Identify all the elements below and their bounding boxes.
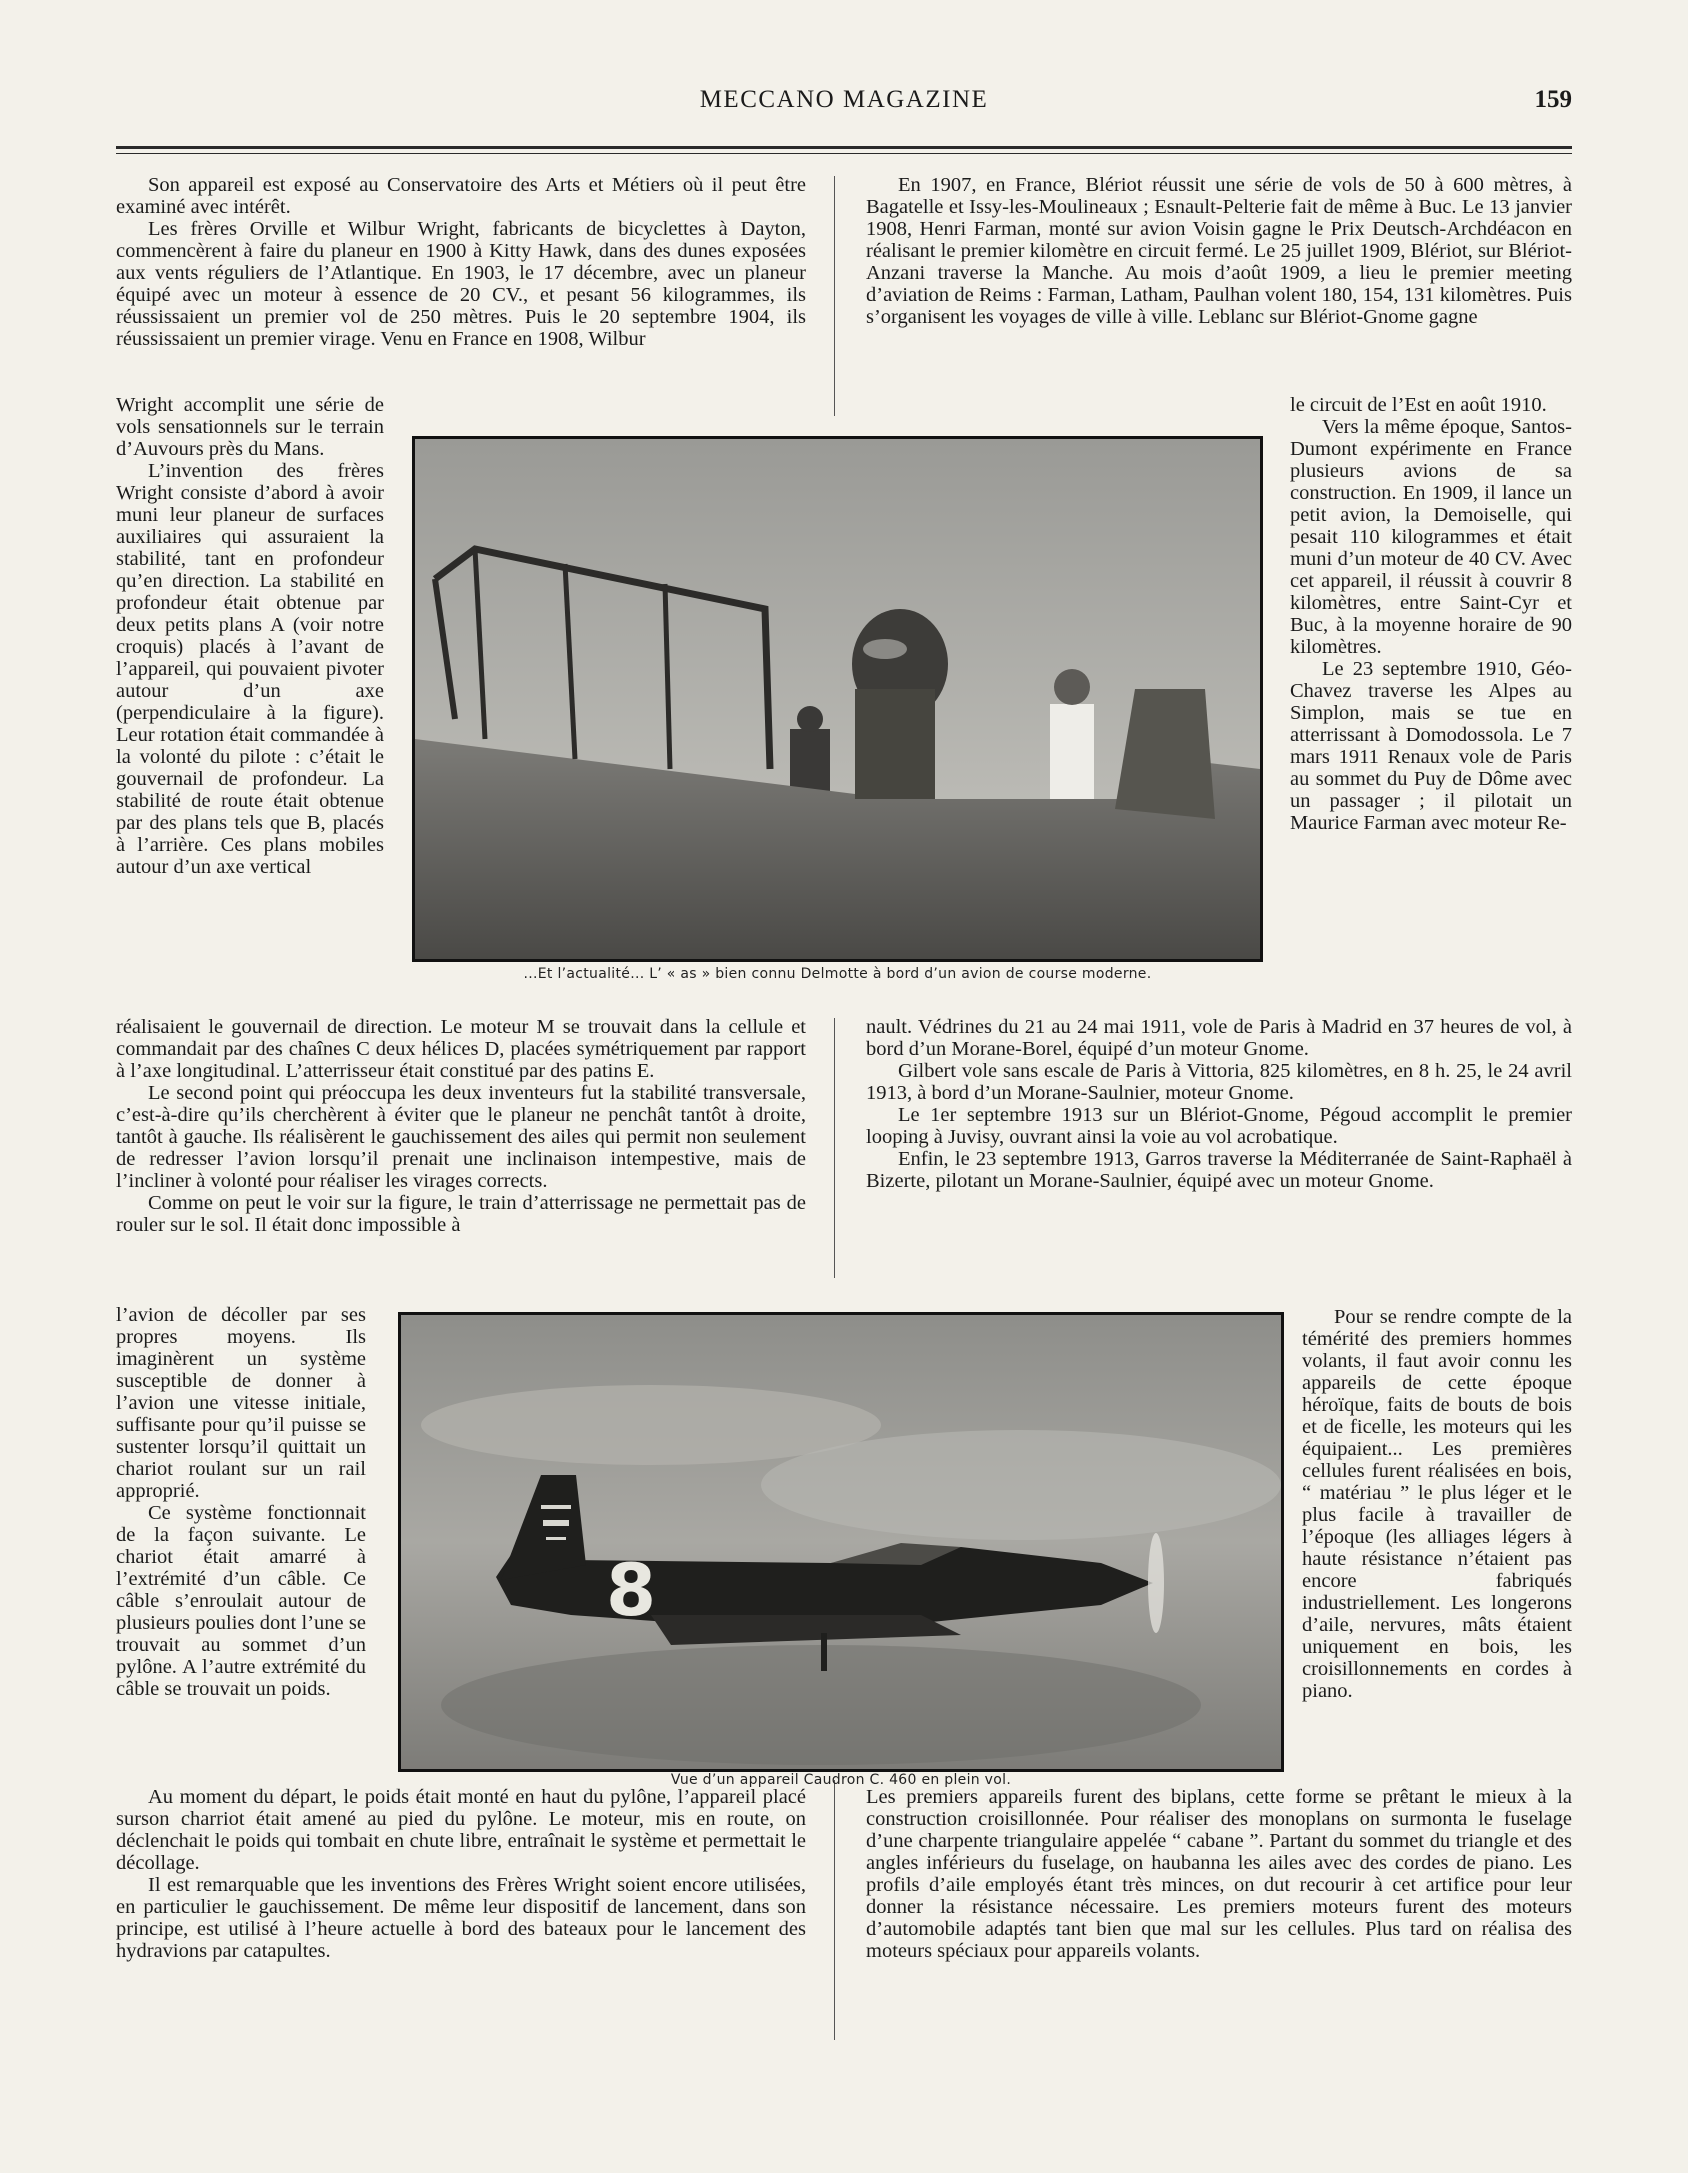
paragraph: l’avion de décoller par ses propres moyens. Ils imaginèrent un système susceptible de donner à l’avion une vitesse initiale, suffisante pour qu’il puisse se sustenter lorsqu’il quittait un chariot roulant sur un rail approprié.	[116, 1304, 366, 1502]
left-narrow-1	[116, 394, 384, 878]
page-number: 159	[1534, 86, 1572, 113]
paragraph: Vers la même époque, Santos-Dumont expérimente en France plusieurs avions de sa construction. En 1909, il lance un petit avion, la Demoiselle, qui pesait 110 kilogrammes et était muni d’un moteur de 40 CV. Avec cet appareil, il réussit à couvrir 8 kilomètres, entre Saint-Cyr et Buc, à la moyenne horaire de 90 kilomètres.	[1290, 416, 1572, 658]
photo-caption-top: ...Et l’actualité... L’ « as » bien connu Delmotte à bord d’un avion de course moderne.	[523, 966, 1152, 982]
column-divider	[834, 1018, 835, 1278]
paragraph: Les frères Orville et Wilbur Wright, fabricants de bicyclettes à Dayton, commencèrent à faire du planeur en 1900 à Kitty Hawk, dans des dunes exposées aux vents réguliers de l’Atlantique. En 1903, le 17 décembre, avec un planeur équipé avec un moteur à essence de 20 CV., et pesant 56 kilogrammes, ils réussissaient un premier vol de 250 mètres. Puis le 20 septembre 1904, ils réussissaient un premier virage. Venu en France en 1908, Wilbur	[116, 218, 806, 350]
paragraph: Le 1er septembre 1913 sur un Blériot-Gnome, Pégoud accomplit le premier looping à Juvisy, ouvrant ainsi la voie au vol acrobatique.	[866, 1104, 1572, 1148]
photo-pilot-image	[415, 439, 1260, 959]
paragraph: Son appareil est exposé au Conservatoire des Arts et Métiers où il peut être examiné avec intérêt.	[116, 174, 806, 218]
paragraph: Il est remarquable que les inventions des Frères Wright soient encore utilisées, en particulier le gauchissement. De même leur dispositif de lancement, dans son principe, est utilisé à l’heure actuelle à bord des bateaux pour le lancement des hydravions par catapultes.	[116, 1874, 806, 1962]
paragraph: nault. Védrines du 21 au 24 mai 1911, vole de Paris à Madrid en 37 heures de vol, à bord d’un Morane-Borel, équipé d’un moteur Gnome.	[866, 1016, 1572, 1060]
paragraph: Le 23 septembre 1910, Géo-Chavez traverse les Alpes au Simplon, mais se tue en atterrissant à Domodossola. Le 7 mars 1911 Renaux vole de Paris au sommet du Puy de Dôme avec un passager ; il pilotait un Maurice Farman avec moteur Re-	[1290, 658, 1572, 834]
paragraph: En 1907, en France, Blériot réussit une série de vols de 50 à 600 mètres, à Bagatelle et Issy-les-Moulineaux ; Esnault-Pelterie fait de même à Buc. Le 13 janvier 1908, Henri Farman, monté sur avion Voisin gagne le Prix Deutsch-Archdéacon en réalisant le premier kilomètre en circuit fermé. Le 25 juillet 1909, Blériot, sur Blériot-Anzani traverse la Manche. Au mois d’août 1909, a lieu le premier meeting d’aviation de Reims : Farman, Latham, Paulhan volent 180, 154, 131 kilomètres. Puis s’organisent les voyages de ville à ville. Leblanc sur Blériot-Gnome gagne	[866, 174, 1572, 328]
left-column-bottom	[116, 1786, 806, 1962]
right-column-bottom	[866, 1786, 1572, 1962]
left-narrow-2	[116, 1304, 366, 1700]
right-narrow-2	[1302, 1306, 1572, 1702]
photo-caption-bottom: Vue d’un appareil Caudron C. 460 en plein vol.	[670, 1772, 1012, 1788]
paragraph: Enfin, le 23 septembre 1913, Garros traverse la Méditerranée de Saint-Raphaël à Bizerte, pilotant un Morane-Saulnier, équipé avec un moteur Gnome.	[866, 1148, 1572, 1192]
right-column-mid	[866, 1016, 1572, 1192]
paragraph: Comme on peut le voir sur la figure, le train d’atterrissage ne permettait pas de rouler sur le sol. Il était donc impossible à	[116, 1192, 806, 1236]
right-narrow-1	[1290, 394, 1572, 834]
magazine-title: MECCANO MAGAZINE	[699, 86, 989, 113]
photo-caudron-flight	[398, 1312, 1284, 1772]
column-divider	[834, 1780, 835, 2040]
left-column-mid	[116, 1016, 806, 1236]
paragraph: Le second point qui préoccupa les deux inventeurs fut la stabilité transversale, c’est-à-dire qu’ils cherchèrent à éviter que le planeur ne penchât tantôt à droite, tantôt à gauche. Ils réalisèrent le gauchissement des ailes qui permit non seulement de redresser l’avion lorsqu’il prenait une inclinaison intempestive, mais de l’incliner à volonté pour réaliser les virages corrects.	[116, 1082, 806, 1192]
paragraph: Pour se rendre compte de la témérité des premiers hommes volants, il faut avoir connu les appareils de cette époque héroïque, faits de bouts de bois et de ficelle, les moteurs qui les équipaient... Les premières cellules furent réalisées en bois, “ matériau ” le plus léger et le plus facile à travailler de l’époque (les alliages légers à haute résistance n’étaient pas encore fabriqués industriellement. Les longerons d’aile, nervures, mâts étaient uniquement en bois, les croisillonnements en cordes à piano.	[1302, 1306, 1572, 1702]
header-rule-thin	[116, 153, 1572, 154]
right-column-top	[866, 174, 1572, 328]
left-column-top	[116, 174, 806, 350]
paragraph: L’invention des frères Wright consiste d’abord à avoir muni leur planeur de surfaces auxiliaires qui assuraient la stabilité, tant en profondeur qu’en direction. La stabilité en profondeur était obtenue par deux petits plans A (voir notre croquis) placés à l’avant de l’appareil, qui pouvaient pivoter autour d’un axe (perpendiculaire à la figure). Leur rotation était commandée à la volonté du pilote : c’était le gouvernail de profondeur. La stabilité de route était obtenue par des plans tels que B, placés à l’arrière. Ces plans mobiles autour d’un axe vertical	[116, 460, 384, 878]
paragraph: Ce système fonctionnait de la façon suivante. Le chariot était amarré à l’extrémité d’un câble. Ce câble s’enroulait autour de plusieurs poulies dont l’une se trouvait au sommet d’un pylône. A l’autre extrémité du câble se trouvait un poids.	[116, 1502, 366, 1700]
photo-caudron-image	[401, 1315, 1281, 1769]
paragraph: Wright accomplit une série de vols sensationnels sur le terrain d’Auvours près du Mans.	[116, 394, 384, 460]
paragraph: réalisaient le gouvernail de direction. Le moteur M se trouvait dans la cellule et commandait par des chaînes C deux hélices D, placées symétriquement par rapport à l’axe longitudinal. L’atterrisseur était constitué par des patins E.	[116, 1016, 806, 1082]
paragraph: Gilbert vole sans escale de Paris à Vittoria, 825 kilomètres, en 8 h. 25, le 24 avril 1913, à bord d’un Morane-Saulnier, moteur Gnome.	[866, 1060, 1572, 1104]
paragraph: Les premiers appareils furent des biplans, cette forme se prêtant le mieux à la construction croisillonnée. Pour réaliser des monoplans on surmonta le fuselage d’une charpente triangulaire appelée “ cabane ”. Partant du sommet du triangle et des angles inférieurs du fuselage, on haubanna les ailes avec des cordes de piano. Les profils d’aile employés étant très minces, on dut recourir à cet artifice pour leur donner la résistance nécessaire. Les premiers moteurs furent des moteurs d’automobile adaptés tant bien que mal sur les cellules. Plus tard on réalisa des moteurs spéciaux pour appareils volants.	[866, 1786, 1572, 1962]
paragraph: Au moment du départ, le poids était monté en haut du pylône, l’appareil placé surson charriot était amené au pied du pylône. Le moteur, mis en route, on déclenchait le poids qui tombait en chute libre, entraînait le système et permettait le décollage.	[116, 1786, 806, 1874]
paragraph: le circuit de l’Est en août 1910.	[1290, 394, 1547, 416]
plane-race-number: 8	[605, 1548, 657, 1632]
header-rule	[116, 146, 1572, 149]
column-divider	[834, 176, 835, 416]
photo-pilot-cockpit	[412, 436, 1263, 962]
